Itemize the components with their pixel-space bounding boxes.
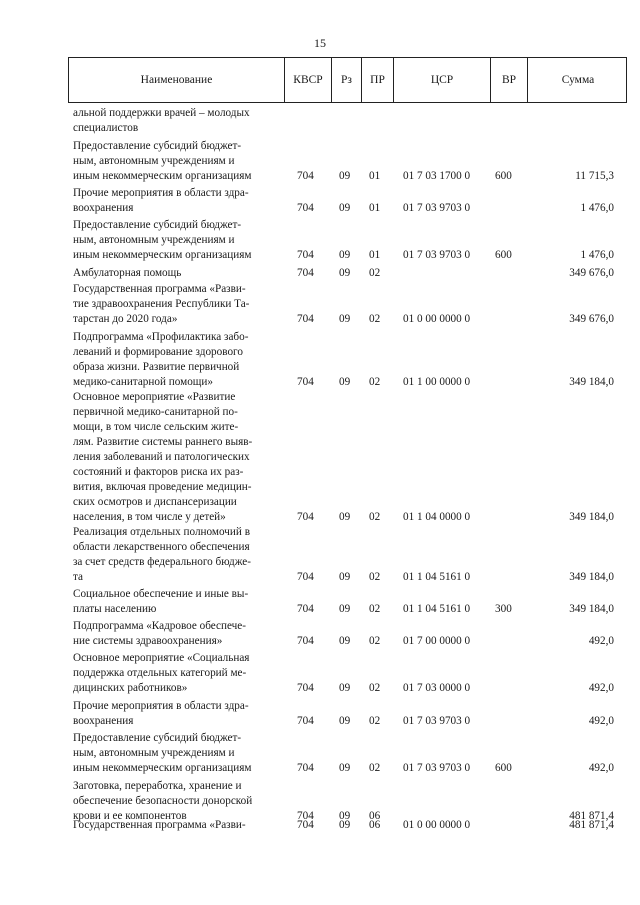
header-name: Наименование	[140, 74, 213, 86]
row-pr: 06	[369, 810, 381, 822]
row-vr: 600	[495, 249, 512, 261]
row-csr: 01 1 00 0000 0	[403, 376, 471, 388]
row-sum: 1 476,0	[580, 202, 614, 214]
row-kvsr: 704	[297, 603, 314, 615]
table-row	[0, 390, 640, 525]
row-rz: 09	[339, 571, 351, 583]
row-name-line: Прочие мероприятия в области здра-	[73, 700, 249, 712]
row-name	[73, 619, 283, 649]
row-name-line: Предоставление субсидий бюджет-	[73, 732, 242, 744]
page-number: 15	[314, 36, 326, 50]
table-row	[0, 587, 640, 617]
row-name-line: ным, автономным учреждениям и	[73, 155, 235, 167]
row-pr: 02	[369, 682, 381, 694]
row-name	[73, 651, 283, 696]
row-kvsr: 704	[297, 715, 314, 727]
row-name	[73, 266, 283, 281]
row-rz: 09	[339, 249, 351, 261]
table-row	[0, 139, 640, 184]
row-name-line: обеспечение безопасности донорской	[73, 795, 253, 807]
row-rz: 09	[339, 267, 351, 279]
row-name-line: медико-санитарной помощи»	[73, 376, 213, 388]
row-sum: 349 184,0	[569, 511, 614, 523]
row-sum: 349 676,0	[569, 267, 614, 279]
row-name-line: платы населению	[73, 603, 157, 615]
row-name-line: Подпрограмма «Кадровое обеспече-	[73, 620, 247, 632]
table-row	[0, 651, 640, 696]
row-sum: 349 184,0	[569, 376, 614, 388]
row-rz: 09	[339, 202, 351, 214]
row-sum: 492,0	[588, 715, 614, 727]
row-pr: 02	[369, 715, 381, 727]
row-pr: 02	[369, 571, 381, 583]
row-name-line: ления заболеваний и патологических	[73, 451, 250, 463]
row-rz: 09	[339, 635, 351, 647]
header-pr: ПР	[361, 58, 393, 102]
row-vr: 300	[495, 603, 512, 615]
row-name-line: тарстан до 2020 года»	[73, 313, 178, 325]
header-csr: ЦСР	[393, 58, 490, 102]
row-name-line: Амбулаторная помощь	[73, 267, 182, 279]
row-pr: 06	[369, 819, 381, 831]
row-name-line: вития, включая проведение медицин-	[73, 481, 252, 493]
row-name-line: Социальное обеспечение и иные вы-	[73, 588, 249, 600]
row-name-line: населения, в том числе у детей»	[73, 511, 226, 523]
row-sum: 492,0	[588, 682, 614, 694]
row-kvsr: 704	[297, 170, 314, 182]
row-csr: 01 7 03 0000 0	[403, 682, 471, 694]
row-name-line: Основное мероприятие «Социальная	[73, 652, 250, 664]
row-kvsr: 704	[297, 682, 314, 694]
row-csr: 01 1 04 5161 0	[403, 571, 471, 583]
row-name-line: Предоставление субсидий бюджет-	[73, 140, 242, 152]
row-kvsr: 704	[297, 762, 314, 774]
row-name	[73, 390, 283, 525]
row-name	[73, 218, 283, 263]
row-name-line: лям. Развитие системы раннего выяв-	[73, 436, 253, 448]
row-kvsr: 704	[297, 635, 314, 647]
row-sum: 349 184,0	[569, 603, 614, 615]
row-name-line: Подпрограмма «Профилактика забо-	[73, 331, 249, 343]
row-pr: 02	[369, 635, 381, 647]
row-name-line: Заготовка, переработка, хранение и	[73, 780, 242, 792]
row-name-line: области лекарственного обеспечения	[73, 541, 250, 553]
table-row	[0, 525, 640, 585]
row-kvsr: 704	[297, 313, 314, 325]
row-name-line: ние системы здравоохранения»	[73, 635, 223, 647]
row-name-line: Основное мероприятие «Развитие	[73, 391, 236, 403]
row-name-line: состояний и факторов риска их раз-	[73, 466, 244, 478]
row-kvsr: 704	[297, 376, 314, 388]
row-name-line: воохранения	[73, 202, 134, 214]
row-csr: 01 0 00 0000 0	[403, 819, 471, 831]
table-row	[0, 282, 640, 327]
header-rz: Рз	[331, 58, 361, 102]
row-name	[73, 731, 283, 776]
row-rz: 09	[339, 603, 351, 615]
row-sum: 11 715,3	[575, 170, 614, 182]
row-pr: 02	[369, 376, 381, 388]
row-csr: 01 0 00 0000 0	[403, 313, 471, 325]
row-kvsr: 704	[297, 202, 314, 214]
row-name	[73, 587, 283, 617]
table-row	[0, 330, 640, 390]
row-rz: 09	[339, 313, 351, 325]
row-sum: 349 676,0	[569, 313, 614, 325]
table-row	[0, 266, 640, 281]
row-rz: 09	[339, 810, 351, 822]
row-rz: 09	[339, 715, 351, 727]
row-name-line: образа жизни. Развитие первичной	[73, 361, 240, 373]
row-vr: 600	[495, 170, 512, 182]
row-name-line: воохранения	[73, 715, 134, 727]
header-kvsr: КВСР	[284, 58, 331, 102]
row-name-line: за счет средств федерального бюдже-	[73, 556, 251, 568]
row-name-line: иным некоммерческим организациям	[73, 249, 252, 261]
table-row	[0, 818, 640, 833]
row-name-line: Государственная программа «Разви-	[73, 283, 246, 295]
row-csr: 01 7 00 0000 0	[403, 635, 471, 647]
header-vr: ВР	[490, 58, 527, 102]
row-name	[73, 699, 283, 729]
row-rz: 09	[339, 762, 351, 774]
row-sum: 481 871,4	[569, 810, 614, 822]
table-header	[68, 57, 627, 103]
row-pr: 02	[369, 603, 381, 615]
row-name	[73, 525, 283, 585]
row-sum: 1 476,0	[580, 249, 614, 261]
row-name-line: ских осмотров и диспансеризации	[73, 496, 237, 508]
row-name-line: альной поддержки врачей – молодых	[73, 107, 250, 119]
row-name	[73, 106, 283, 136]
row-csr: 01 1 04 0000 0	[403, 511, 471, 523]
row-name-line: ным, автономным учреждениям и	[73, 747, 235, 759]
row-pr: 02	[369, 267, 381, 279]
row-name-line: крови и ее компонентов	[73, 810, 187, 822]
table-row	[0, 186, 640, 216]
table-row	[0, 106, 640, 136]
row-pr: 02	[369, 511, 381, 523]
row-rz: 09	[339, 511, 351, 523]
row-name-line: специалистов	[73, 122, 139, 134]
row-sum: 481 871,4	[569, 819, 614, 831]
row-name-line: Прочие мероприятия в области здра-	[73, 187, 249, 199]
row-name-line: поддержка отдельных категорий ме-	[73, 667, 247, 679]
table-row	[0, 218, 640, 263]
row-name-line: та	[73, 571, 83, 583]
row-kvsr: 704	[297, 571, 314, 583]
table-row	[0, 699, 640, 729]
row-kvsr: 704	[297, 249, 314, 261]
row-name	[73, 139, 283, 184]
row-rz: 09	[339, 170, 351, 182]
row-rz: 09	[339, 376, 351, 388]
row-pr: 02	[369, 762, 381, 774]
row-name-line: первичной медико-санитарной по-	[73, 406, 238, 418]
row-pr: 02	[369, 313, 381, 325]
row-vr: 600	[495, 762, 512, 774]
row-sum: 492,0	[588, 762, 614, 774]
row-name-line: иным некоммерческим организациям	[73, 170, 252, 182]
row-name-line: иным некоммерческим организациям	[73, 762, 252, 774]
header-sum: Сумма	[527, 58, 628, 102]
row-pr: 01	[369, 202, 381, 214]
row-name-line: леваний и формирование здорового	[73, 346, 243, 358]
row-pr: 01	[369, 249, 381, 261]
row-sum: 492,0	[588, 635, 614, 647]
row-name-line: дицинских работников»	[73, 682, 188, 694]
row-csr: 01 1 04 5161 0	[403, 603, 471, 615]
row-csr: 01 7 03 9703 0	[403, 762, 471, 774]
row-name	[73, 282, 283, 327]
row-csr: 01 7 03 1700 0	[403, 170, 471, 182]
row-csr: 01 7 03 9703 0	[403, 715, 471, 727]
row-name-line: тие здравоохранения Республики Та-	[73, 298, 250, 310]
row-sum: 349 184,0	[569, 571, 614, 583]
row-name-line: ным, автономным учреждениям и	[73, 234, 235, 246]
row-name-line: Реализация отдельных полномочий в	[73, 526, 250, 538]
row-name-line: Предоставление субсидий бюджет-	[73, 219, 242, 231]
row-csr: 01 7 03 9703 0	[403, 202, 471, 214]
row-name	[73, 818, 283, 833]
row-kvsr: 704	[297, 819, 314, 831]
row-name-line: Государственная программа «Разви-	[73, 819, 246, 831]
row-rz: 09	[339, 819, 351, 831]
row-kvsr: 704	[297, 267, 314, 279]
row-kvsr: 704	[297, 810, 314, 822]
row-name	[73, 186, 283, 216]
table-row	[0, 731, 640, 776]
row-rz: 09	[339, 682, 351, 694]
row-pr: 01	[369, 170, 381, 182]
row-name-line: мощи, в том числе сельским жите-	[73, 421, 239, 433]
row-kvsr: 704	[297, 511, 314, 523]
table-row	[0, 619, 640, 649]
row-name	[73, 330, 283, 390]
row-csr: 01 7 03 9703 0	[403, 249, 471, 261]
